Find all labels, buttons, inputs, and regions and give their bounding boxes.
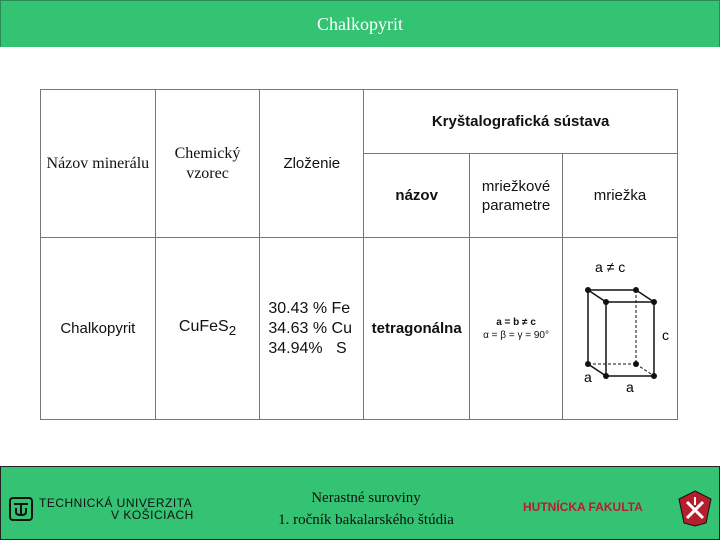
header-lattice-params: mriežkové parametre	[470, 154, 563, 238]
lattice-label-bottom-left: a	[583, 369, 592, 385]
header-mineral: Názov minerálu	[41, 90, 156, 238]
formula-text: CuFeS	[178, 318, 229, 336]
header-name: názov	[364, 154, 470, 238]
header-row-1	[41, 90, 678, 154]
composition-s: 34.94% S	[268, 339, 347, 357]
lattice-label-bottom: a	[625, 379, 634, 395]
table-row	[41, 238, 678, 420]
composition-cu: 34.63 % Cu	[268, 319, 352, 337]
cell-lattice-diagram	[562, 238, 677, 420]
university-name-line2: V KOŠICIACH	[111, 508, 194, 522]
footer	[0, 466, 720, 540]
formula-subscript: 2	[228, 323, 237, 339]
param-angles: α = β = γ = 90°	[483, 329, 549, 341]
title-bar	[0, 0, 720, 48]
university-brand	[9, 497, 194, 521]
university-name	[39, 497, 194, 521]
mineral-table	[40, 89, 678, 420]
slide-content	[0, 47, 720, 467]
lattice-label-top: a ≠ c	[594, 259, 626, 275]
cell-composition	[260, 238, 364, 420]
cell-formula	[155, 238, 260, 420]
header-formula: Chemický vzorec	[155, 90, 260, 238]
faculty-logo-icon	[676, 489, 714, 527]
header-composition: Zloženie	[260, 90, 364, 238]
university-name-line1: TECHNICKÁ UNIVERZITA	[39, 496, 193, 510]
cell-lattice-params	[470, 238, 563, 420]
header-crystal-system: Kryštalografická sústava	[364, 90, 678, 154]
course-year: 1. ročník bakalarského štúdia	[278, 512, 454, 528]
slide-title: Chalkopyrit	[317, 13, 403, 34]
cell-system-name: tetragonálna	[364, 238, 470, 420]
lattice-label-side: c	[661, 327, 669, 343]
tetragonal-lattice-diagram	[564, 238, 676, 414]
university-logo-icon	[9, 497, 33, 521]
faculty-name: HUTNÍCKA FAKULTA	[523, 500, 643, 514]
param-edges: a = b ≠ c	[496, 316, 536, 328]
cell-mineral: Chalkopyrit	[41, 238, 156, 420]
header-lattice: mriežka	[562, 154, 677, 238]
course-name: Nerastné suroviny	[311, 490, 421, 506]
composition-fe: 30.43 % Fe	[268, 299, 351, 317]
course-info	[241, 487, 491, 531]
